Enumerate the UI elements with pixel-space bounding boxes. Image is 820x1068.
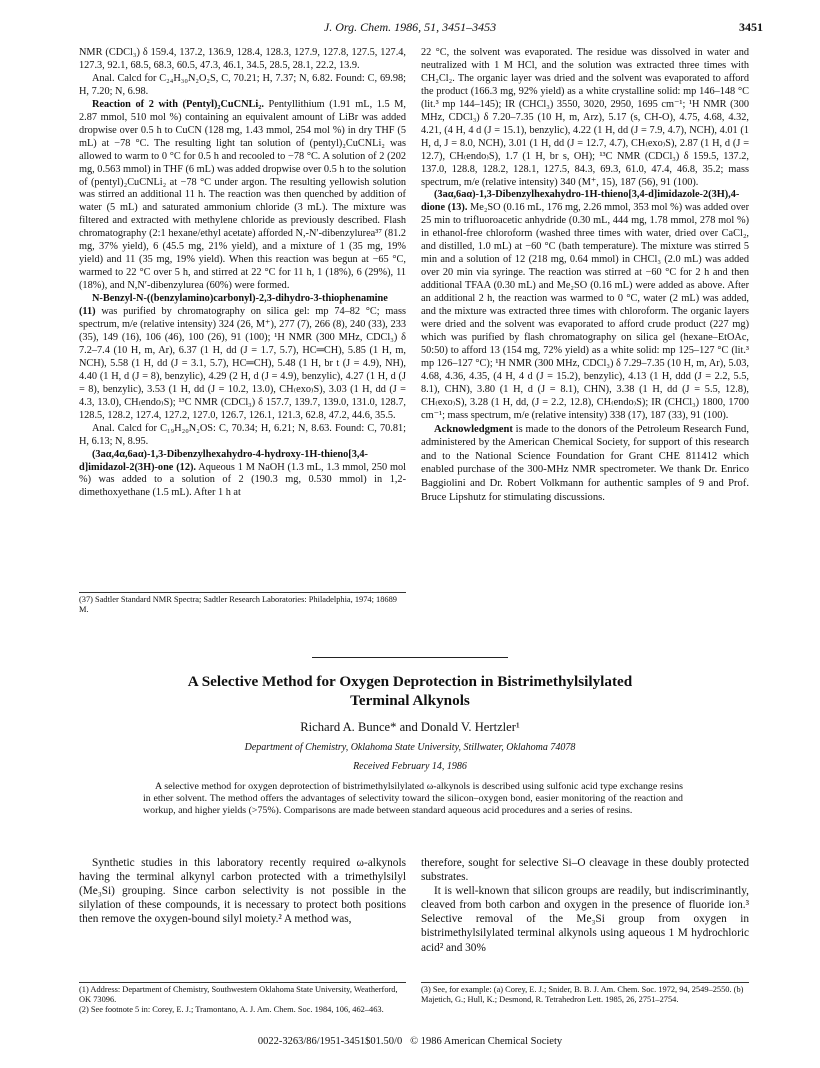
article-affiliation: Department of Chemistry, Oklahoma State University, Stillwater, Oklahoma 74078 <box>244 742 576 753</box>
title-line-1: A Selective Method for Oxygen Deprotection in Bistrimethylsilylated <box>187 673 633 690</box>
page-number: 3451 <box>739 20 763 34</box>
acknowledgment-text: is made to the donors of the Petroleum Research Fund, administered by the American Chemical Society, for support of this research and to the National Science Foundation for Grant CHE 811412 which enabled purchase of the 300-MHz NMR spectrometer. We thank Dr. Enrico Baggiolini and Dr. Robert Volkmann for authentic samples of 9 and Prof. Bruce Lipshutz for stimulating discussions. <box>421 423 749 503</box>
compound-11-text: was purified by chromatography on silica gel: mp 74–82 °C; mass spectrum, m/e (relative intensity) 324 (26, M⁺), 277 (7), 266 (8), 240 (33), 233 (35), 149 (16), 106 (46), 100 (26), 91 (100); ¹H NMR (300 MHz, CDCl₃) δ 7.2–7.4 (10 H, m, Ar), 6.37 (1 H, dd (J = 1.7, 5.7), HC═CH), 5.85 (1 H, m, NCH), 5.58 (1 H, dd (J = 3.1, 5.7), HC═CH), 5.48 (1 H, br t (J = 4.9), NH), 4.40 (1 H, d (J = 8), benzylic), 4.29 (2 H, d (J = 4.9), benzylic), 4.27 (1 H, d (J = 8), benzylic), 3.53 (1 H, dd (J = 10.2, 13.0), CH₍exo₎S), 3.03 (1 H, dd (J = 4.3, 13.0), CH₍endo₎S); ¹³C NMR (CDCl₃) δ 157.7, 139.7, 139.0, 131.0, 128.7, 128.5, 128.2, 127.4, 127.2, 127.0, 126.7, 126.1, 121.3, 62.8, 47.2, 44.6, 35.5. <box>79 306 406 421</box>
body-left-column <box>79 856 406 926</box>
copyright-footer: 0022-3263/86/1951-3451$01.50/0 © 1986 American Chemical Society <box>257 1036 563 1047</box>
title-line-2: Terminal Alkynols <box>350 691 470 709</box>
compound-12-text: Aqueous 1 M NaOH (1.3 mL, 1.3 mmol, 250 mol %) was added to a solution of 2 (190.3 mg, 0.530 mmol) in 1,2-dimethoxyethane (1.5 mL). After 1 h at <box>79 461 406 499</box>
reaction-paragraph <box>79 99 406 293</box>
intro-continued: therefore, sought for selective Si–O cleavage in these doubly protected substrates. <box>421 857 749 884</box>
analysis-11-paragraph: Anal. Calcd for C₁₉H₂₀N₂OS: C, 70.34; H, 6.21; N, 8.63. Found: C, 70.81; H, 6.13; N, 8.95. <box>79 422 406 447</box>
analysis-paragraph: Anal. Calcd for C₂₄H₃₀N₂O₂S, C, 70.21; H, 7.37; N, 6.82. Found: C, 69.98; H, 7.20; N, 6.98. <box>79 72 406 97</box>
page-header <box>0 20 820 36</box>
reaction-text: Pentyllithium (1.91 mL, 1.5 M, 2.87 mmol, 510 mol %) containing an equivalent amount of LiBr was added dropwise over 0.5 h to CuCN (128 mg, 1.43 mmol, 254 mol %) in dry THF (5 mL) at −78 °C. The resulting light tan solution of (pentyl)₂CuCNLi₂ was allowed to warm to 0 °C for 0.5 h and recooled to −78 °C. A solution of 2 (202 mg, 0.563 mmol) in THF (6 mL) was added dropwise over 0.5 h to the solution of (pentyl)₂CuCNLi₂ at −78 °C under argon. The resulting yellowish solution was stirred an additional 11 h. The reaction was then quenched by addition of water (5 mL) and saturated ammonium chloride (3 mL). The mixture was filtered and extracted with methylene chloride as previously described. Flash chromatography (2:1 hexane/ethyl acetate) afforded N,-N′-dibenzylurea³⁷ (81.2 mg, 37% yield), 6 (45.5 mg, 21% yield), and a mixture of 1 (35 mg, 19% yield) and 11 (35 mg, 19% yield). When this reaction was begun at −65 °C, warmed to 22 °C over 5 h, and stirred at 22 °C for 11 h, 1 (18%), 6 (29%), 11 (18%), and N,N′-dibenzylurea (60%) were formed. <box>79 98 407 292</box>
left-column-experimental <box>79 47 406 500</box>
compound-11-paragraph <box>79 293 406 423</box>
body-right-column <box>421 856 749 955</box>
reaction-heading: Reaction of 2 with (Pentyl)₂CuCNLi₂. <box>92 98 264 110</box>
received-date: Received February 14, 1986 <box>353 761 467 772</box>
section-divider <box>312 657 508 658</box>
article-abstract: A selective method for oxygen deprotection of bistrimethylsilylated ω-alkynols is described using sulfonic acid type exchange resins in ether solvent. The method offers the advantages of selectivity toward the silicon–oxygen bond, easier monitoring of the reaction and workup, and higher yields (>75%). Comparisons are made between standard aqueous acid procedures and a series of resins. <box>143 781 683 816</box>
nmr-data-paragraph: NMR (CDCl₃) δ 159.4, 137.2, 136.9, 128.4, 128.3, 127.9, 127.8, 127.5, 127.4, 127.3, 92.1, 68.5, 68.3, 60.5, 47.3, 46.1, 34.5, 28.5, 28.1, 22.2, 13.9. <box>79 47 406 71</box>
compound-12-continued: 22 °C, the solvent was evaporated. The residue was dissolved in water and neutralized with 1 M HCl, and the solution was extracted three times with CH₂Cl₂. The organic layer was dried and the solvent was evaporated to afford the product (166.3 mg, 92% yield) as a white crystalline solid: mp 146–148 °C (lit.³ mp 144–145); IR (CHCl₃) 3550, 3020, 2950, 1695 cm⁻¹; ¹H NMR (300 MHz, CDCl₃) δ 7.20–7.35 (10 H, m, Arz), 5.17 (s, CH-O), 4.75, 4.68, 4.32, 4.21, (4 H, 4 d (J = 15.1), benzylic), 4.22 (1 H, dd (J = 7.9, 4.7), NCH), 4.01 (1 H, d, J = 8.0, NCH), 3.01 (1 H, dd (J = 12.7, 4.7), CH₍exo₎S), 2.87 (1 H, d (J = 12.7), CH₍endo₎S), 1.7 (1 H, br s, OH); ¹³C NMR (CDCl₃) δ 159.5, 137.2, 137.0, 128.8, 128.2, 128.1, 127.5, 84.3, 69.3, 61.0, 47.4, 46.8, 35.2; mass spectrum, m/e (relative intensity) 340 (M⁺, 15), 187 (56), 91 (100). <box>421 47 749 188</box>
acknowledgment-heading: Acknowledgment <box>434 423 513 435</box>
compound-13-heading: (3aα,6aα)-1,3-Dibenzylhexahydro-1H-thieno[3,4-d]imidazole-2(3H),4-dione (13). <box>421 189 740 214</box>
article-footnotes-left: (1) Address: Department of Chemistry, Southwestern Oklahoma State University, Weatherford, OK 73096. (2) See footnote 5 in: Corey, E. J.; Tramontano, A. J. Am. Chem. Soc. 1984, 106, 462–463. <box>79 982 406 1015</box>
right-column-experimental <box>421 47 749 504</box>
article-authors: Richard A. Bunce* and Donald V. Hertzler¹ <box>300 720 520 734</box>
compound-12-heading: (3aα,4α,6aα)-1,3-Dibenzylhexahydro-4-hydroxy-1H-thieno[3,4-d]imidazol-2(3H)-one (12). <box>79 448 368 473</box>
article-footnotes-right: (3) See, for example: (a) Corey, E. J.; Snider, B. B. J. Am. Chem. Soc. 1972, 94, 2549–2550. (b) Majetich, G.; Hull, K.; Desmond, R. Tetrahedron Lett. 1985, 26, 2751–2754. <box>421 982 749 1005</box>
fluoride-paragraph: It is well-known that silicon groups are readily, but indiscriminantly, cleaved from both carbon and oxygen in the presence of fluoride ion.³ Selective removal of the Me₃Si group from oxygen in bistrimethylsilylated terminal alkynols using aqueous 1 M hydrochloric acid² and 30% <box>421 885 749 954</box>
compound-11-heading: N-Benzyl-N-((benzylamino)carbonyl)-2,3-dihydro-3-thiophenamine (11) <box>79 293 388 318</box>
intro-paragraph: Synthetic studies in this laboratory recently required ω-alkynols having the terminal alkynyl carbon protected with a trimethylsilyl (Me₃Si) grouping. Since carbon selectivity is not possible in the silylation of these compounds, it is necessary to protect both positions then remove the oxygen-bound silyl moiety.² A method was, <box>79 857 406 926</box>
acknowledgment-paragraph <box>421 423 749 505</box>
journal-citation: J. Org. Chem. 1986, 51, 3451–3453 <box>323 20 497 34</box>
left-footnote: (37) Sadtler Standard NMR Spectra; Sadtler Research Laboratories: Philadelphia, 1974; 18689 M. <box>79 592 406 615</box>
compound-13-paragraph <box>421 189 749 422</box>
compound-12-paragraph <box>79 449 406 501</box>
article-title <box>0 673 820 710</box>
compound-13-text: Me₂SO (0.16 mL, 176 mg, 2.26 mmol, 353 mol %) was added over 25 min to trifluoroacetic anhydride (0.30 mL, 444 mg, 1.78 mmol, 278 mol %) in ethanol-free chloroform (washed three times with water, dried over CaCl₂, and distilled, 1.0 mL) at −60 °C (bath temperature). The mixture was stirred 5 min and a solution of 12 (218 mg, 0.64 mmol) in CHCl₃ (2.0 mL) was added over 20 min via syringe. The reaction was stirred at −60 °C for 2 h and then additional TFAA (0.30 mL) and Me₂SO (0.16 mL) were added as above. After an additional 2 h, the reaction was warmed to 0 °C, water (2 mL) was added, and the mixture was extracted three times with chloroform. The organic layers were dried and the solvent was evaporated to afford crude product (227 mg) which was purified by flash chromatography on silica gel (hexane–EtOAc, 50:50) to afford 13 (154 mg, 72% yield) as a white solid: mp 125–127 °C (lit.³ mp 126–127 °C); ¹H NMR (300 MHz, CDCl₃) δ 7.29–7.35 (10 H, m, Ar), 5.03, 4.68, 4.36, 4.35, (4 H, 4 d (J = 15.2), benzylic), 4.13 (1 H, ddd (J = 2.2, 5.5, 8.1), CHN), 3.80 (1 H, d (J = 8.1), CHN), 3.38 (1 H, dd (J = 5.5, 12.8), CH₍exo₎S), 3.28 (1 H, dd, (J = 2.2, 12.8), CH₍endo₎S); IR (CHCl₃) 1800, 1700 cm⁻¹; mass spectrum, m/e (relative intensity) 338 (17), 187 (33), 91 (100). <box>421 202 749 421</box>
